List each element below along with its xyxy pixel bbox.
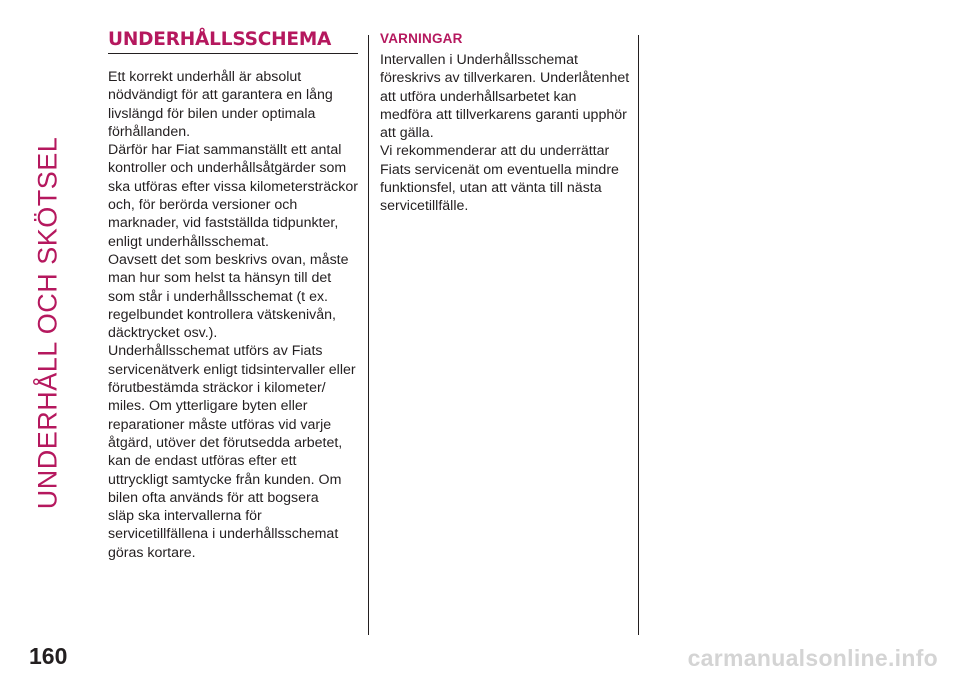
column-divider-left bbox=[368, 35, 369, 635]
column-divider-right bbox=[638, 35, 639, 635]
paragraph-service-network: Underhållsschemat utförs av Fiats servicenätverk enligt tidsintervaller eller förutbestämda sträckor i kilometer/ miles. Om ytterligare byten eller reparationer måste utföras vid varje åtgärd, utöver det förutsedda arbetet, kan de endast utföras efter ett uttryckligt samtycke från kunden. Om bilen ofta används för att bogsera släp ska intervallerna för servicetillfällena i underhållsschemat göras kortare. bbox=[108, 343, 356, 561]
paragraph-fiat-checks: Därför har Fiat sammanställt ett antal kontroller och underhållsåtgärder som ska utföras efter vissa kilometersträckor och, för berörda versioner och marknader, vid fastställda tidpunkter, enligt underhållsschemat. bbox=[108, 142, 358, 250]
paragraph-intro: Ett korrekt underhåll är absolut nödvändigt för att garantera en lång livslängd för bilen under optimala förhållanden. bbox=[108, 69, 333, 140]
warning-paragraph-recommend: Vi rekommenderar att du underrättar Fiats servicenät om eventuella mindre funktionsfel, utan att vänta till nästa servicetillfälle. bbox=[380, 143, 619, 215]
watermark: carmanualsonline.info bbox=[687, 645, 938, 671]
page-number: 160 bbox=[29, 643, 68, 669]
maintenance-schedule-heading: UNDERHÅLLSSCHEMA bbox=[108, 29, 358, 54]
maintenance-schedule-section bbox=[108, 29, 358, 562]
warning-paragraph-intervals: Intervallen i Underhållsschemat föreskrivs av tillverkaren. Underlåtenhet att utföra underhållsarbetet kan medföra att tillverkarens garanti upphör att gälla. bbox=[380, 52, 630, 142]
paragraph-regardless: Oavsett det som beskrivs ovan, måste man hur som helst ta hänsyn till det som står i underhållsschemat (t ex. regelbundet kontrollera vätskenivån, däcktrycket osv.). bbox=[108, 251, 349, 342]
section-side-title-text: UNDERHÅLL OCH SKÖTSEL bbox=[32, 136, 63, 510]
warnings-section bbox=[380, 31, 630, 216]
warnings-heading: VARNINGAR bbox=[380, 31, 463, 46]
